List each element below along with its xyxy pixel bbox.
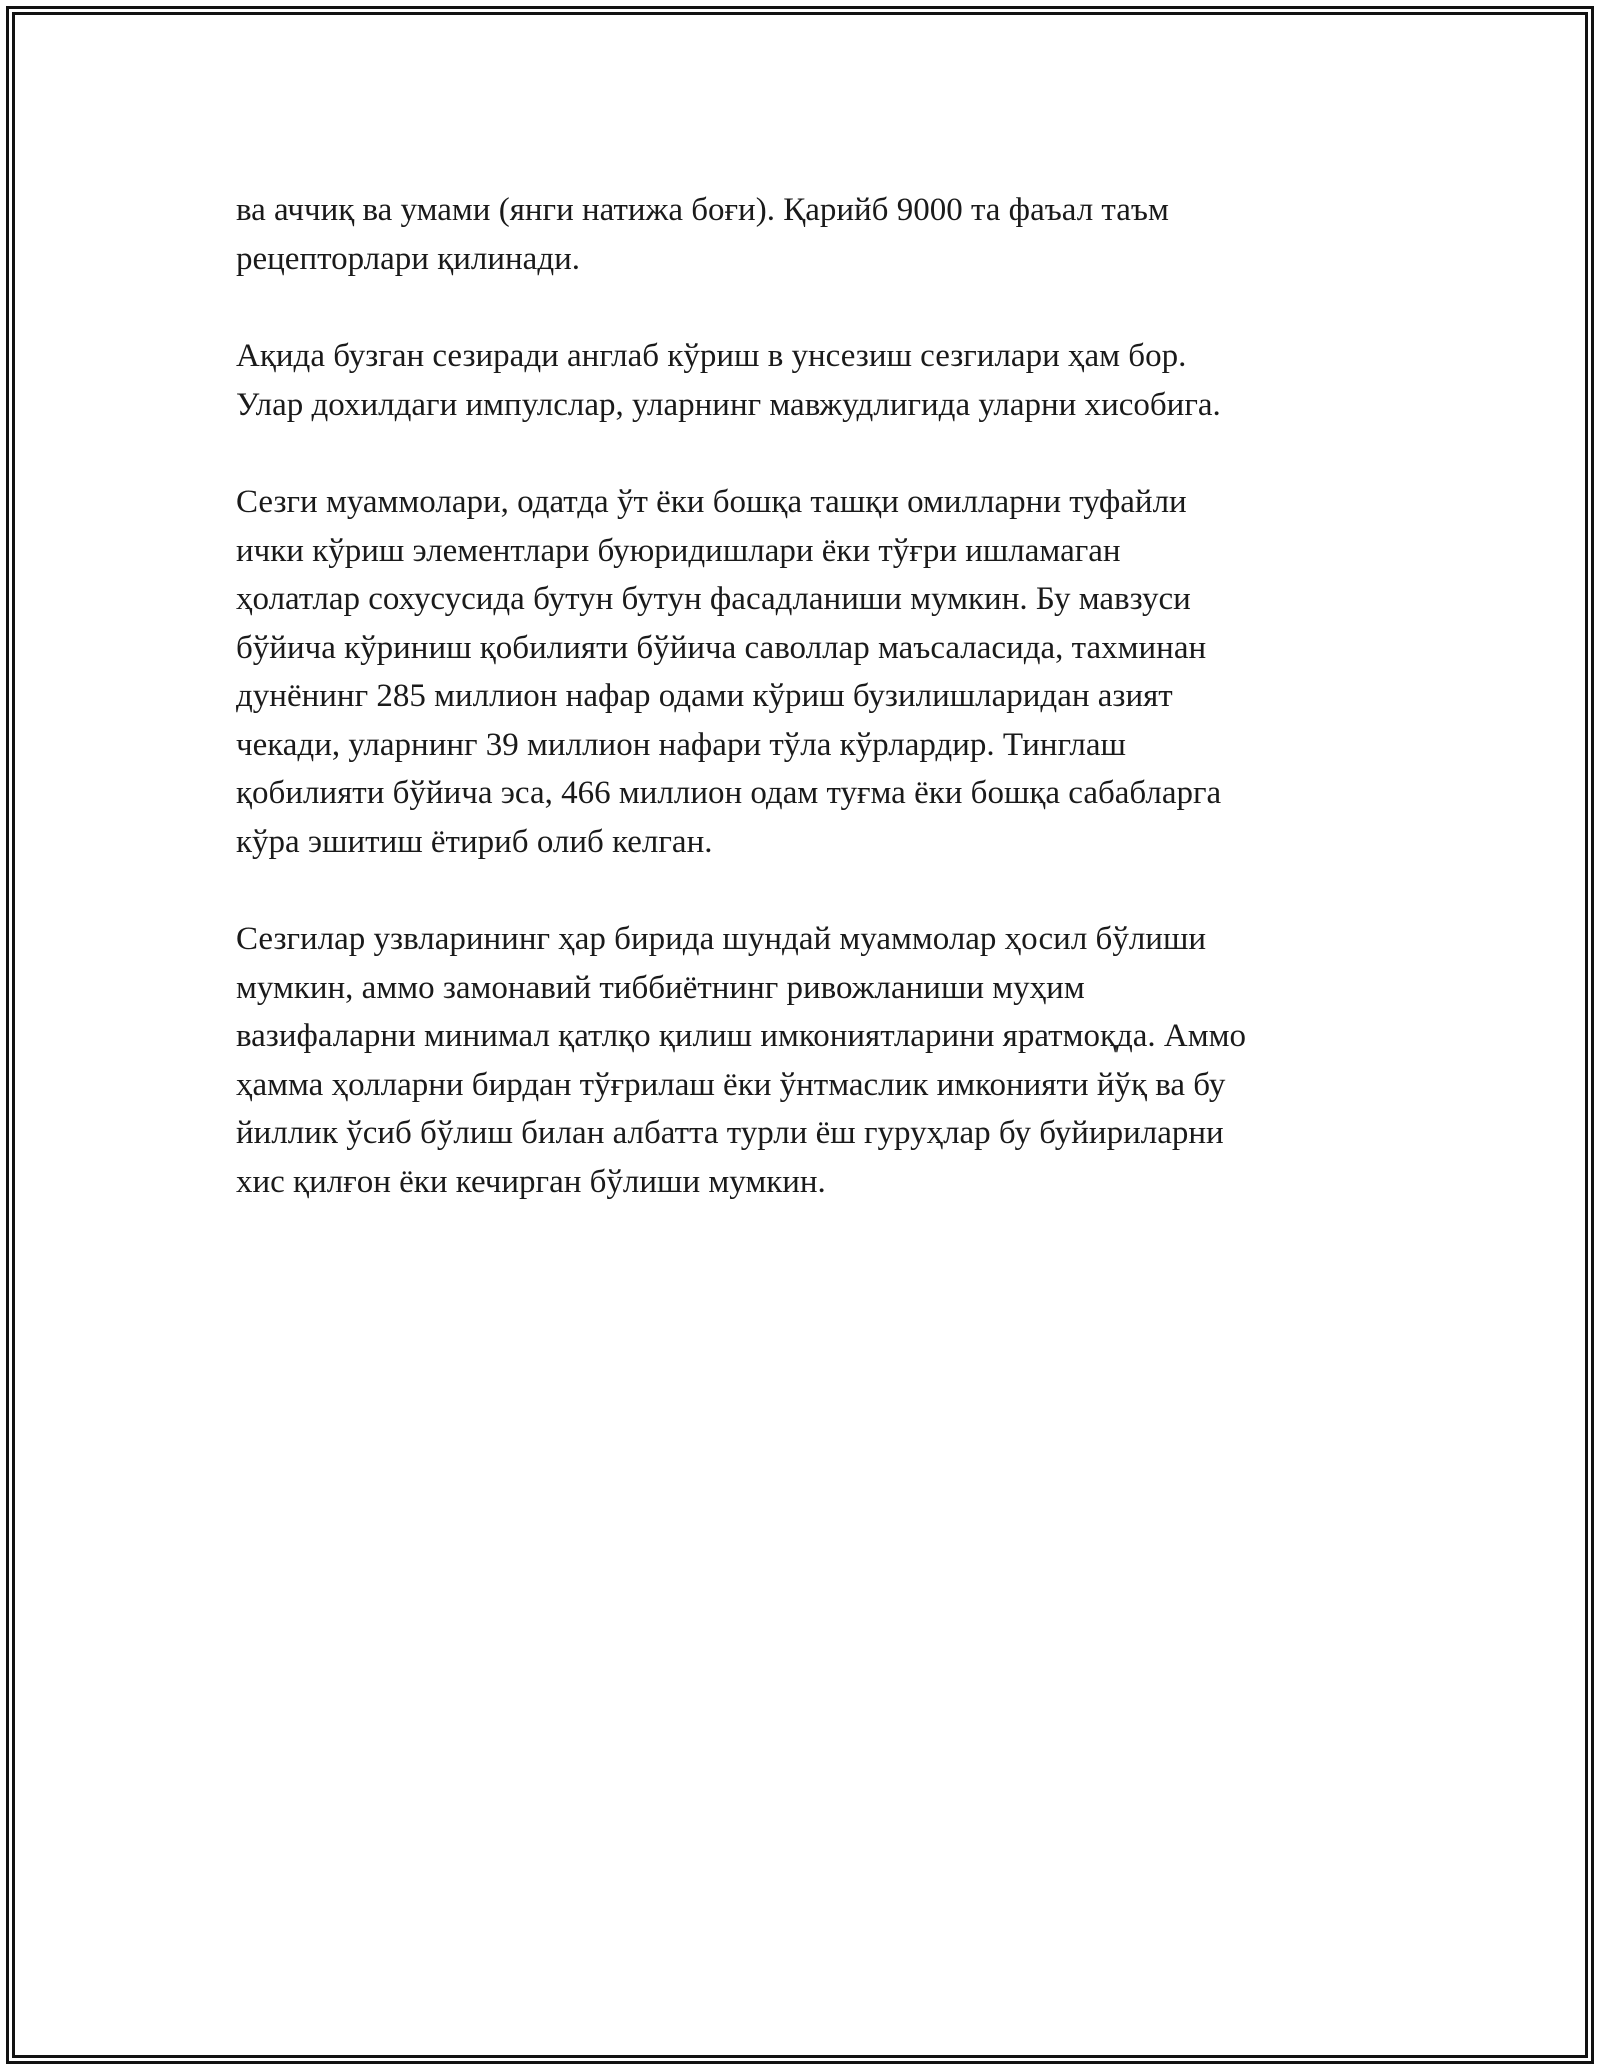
text-line: хис қилғон ёки кечирган бўлиши мумкин. bbox=[236, 1163, 826, 1200]
text-line: Ақида бузган сезиради англаб кўриш в унсезиш сезгилари ҳам бор. bbox=[236, 338, 1187, 374]
text-line: дунёнинг 285 миллион нафар одами кўриш бузилишларидан азият bbox=[236, 678, 1173, 714]
text-line: ички кўриш элементлари буюридишлари ёки тўғри ишламаган bbox=[236, 532, 1121, 569]
text-line: рецепторлари қилинади. bbox=[236, 240, 581, 277]
text-line: кўра эшитиш ётириб олиб келган. bbox=[236, 823, 713, 860]
text-line: Сезгилар узвларининг ҳар бирида шундай муаммолар ҳосил бўлиши bbox=[236, 921, 1207, 957]
document-body bbox=[236, 186, 1386, 1255]
text-line: ва аччиқ ва умами (янги натижа боғи). Қарийб 9000 та фаъал таъм bbox=[236, 192, 1169, 228]
text-line: Улар дохилдаги импулслар, уларнинг мавжудлигида уларни хисобига. bbox=[236, 386, 1221, 423]
text-line: қобилияти бўйича эса, 466 миллион одам туғма ёки бошқа сабабларга bbox=[236, 775, 1222, 811]
paragraph-2 bbox=[236, 332, 1386, 429]
text-line: Сезги муаммолари, одатда ўт ёки бошқа ташқи омилларни туфайли bbox=[236, 484, 1187, 520]
text-line: ҳамма ҳолларни бирдан тўғрилаш ёки ўнтмаслик имконияти йўқ ва бу bbox=[236, 1066, 1226, 1103]
text-line: ҳолатлар сохусусида бутун бутун фасадланиши мумкин. Бу мавзуси bbox=[236, 581, 1191, 617]
paragraph-1 bbox=[236, 186, 1386, 283]
text-line: чекади, уларнинг 39 миллион нафари тўла кўрлардир. Тинглаш bbox=[236, 726, 1126, 763]
text-line: вазифаларни минимал қатлқо қилиш имкониятларини яратмоқда. Аммо bbox=[236, 1018, 1247, 1054]
paragraph-3 bbox=[236, 478, 1386, 866]
text-line: бўйича кўриниш қобилияти бўйича саволлар маъсаласида, тахминан bbox=[236, 629, 1207, 666]
text-line: йиллик ўсиб бўлиш билан албатта турли ёш гуруҳлар бу буйириларни bbox=[236, 1115, 1224, 1151]
text-line: мумкин, аммо замонавий тиббиётнинг ривожланиши муҳим bbox=[236, 969, 1085, 1006]
paragraph-4 bbox=[236, 915, 1386, 1206]
